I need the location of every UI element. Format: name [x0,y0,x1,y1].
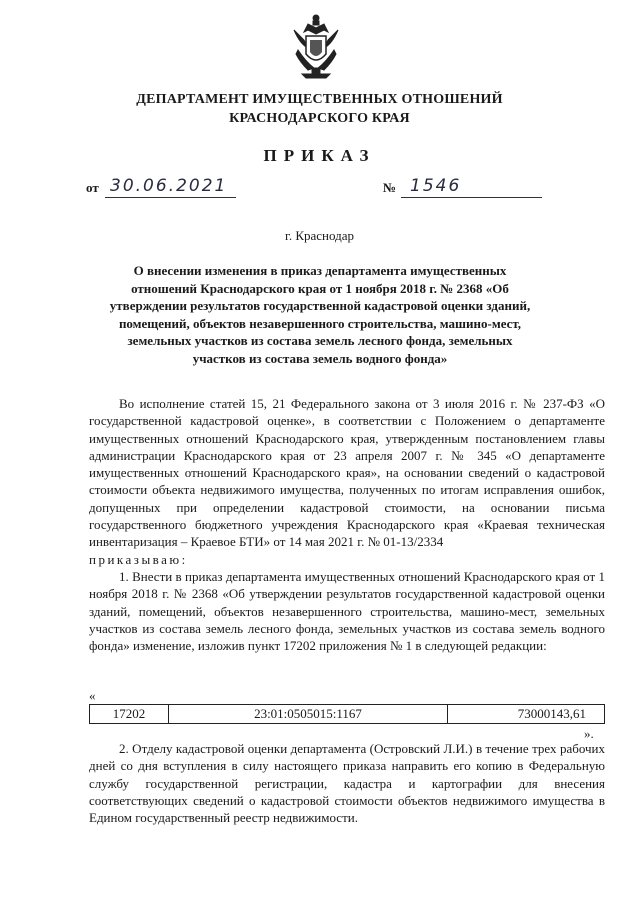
department-name-line1: ДЕПАРТАМЕНТ ИМУЩЕСТВЕННЫХ ОТНОШЕНИЙ [136,92,503,107]
date-prefix: от [86,180,99,195]
quote-open: « [89,688,96,703]
body-section-1 [89,395,605,654]
table-cell-number: 17202 [90,705,169,724]
cadastral-table [89,704,605,724]
department-name-line2: КРАСНОДАРСКОГО КРАЯ [229,111,410,126]
order-word: приказываю: [89,551,188,567]
document-title: ПРИКАЗ [263,146,376,165]
body-section-2 [89,740,605,826]
table-row [90,705,605,724]
handwritten-date: 30.06.2021 [110,176,228,196]
paragraph-item-2: 2. Отделу кадастровой оценки департамента (Островский Л.И.) в течение трех рабочих дней со дня вступления в силу настоящего приказа направить его копию в Федеральную службу государственной регистрации, кадастра и картографии для внесения соответствующих сведений о кадастровой стоимости объектов недвижимого имущества в Едином государственный реестр недвижимости. [89,741,605,826]
coat-of-arms-emblem-icon [286,10,346,80]
date-underline [105,197,236,198]
table-cell-value: 73000143,61 [448,705,605,724]
table-cell-cadastral-number: 23:01:0505015:1167 [169,705,448,724]
number-underline [401,197,542,198]
handwritten-number: 1546 [410,176,462,196]
city: г. Краснодар [284,228,355,243]
paragraph-preamble: Во исполнение статей 15, 21 Федерального закона от 3 июля 2016 г. № 237-ФЗ «О государственной кадастровой оценке», в соответствии с Положением о департаменте имущественных отношений Краснодарского края, утвержденным постановлением главы администрации Краснодарского края от 23 апреля 2007 г. № 345 «О департаменте имущественных отношений Краснодарского края», на основании сведений о кадастровой стоимости объекта недвижимого имущества, полученных по итогам исправления ошибок, допущенных при определении кадастровой стоимости, на основании письма государственного бюджетного учреждения Краснодарского края «Краевая техническая инвентаризация – Краевое БТИ» от 14 мая 2021 г. № 01-13/2334 [89,396,605,550]
number-prefix: № [383,180,397,195]
paragraph-item-1: 1. Внести в приказ департамента имущественных отношений Краснодарского края от 1 ноября 2018 г. № 2368 «Об утверждении результатов государственной кадастровой оценки зданий, помещений, объектов незавершенного строительства, машино-мест, земельных участков из состава земель лесного фонда, земельных участков из состава земель водного фонда» изменение, изложив пункт 17202 приложения № 1 в следующей редакции: [89,568,605,654]
quote-close: ». [584,726,594,741]
document-subject: О внесении изменения в приказ департамента имущественных отношений Краснодарского края от 1 ноября 2018 г. № 2368 «Об утверждении результатов государственной кадастровой оценки зданий, помещений, объектов незавершенного строительства, машино-мест, земельных участков из состава земель лесного фонда, земельных участков из состава земель водного фонда» [109,263,531,366]
